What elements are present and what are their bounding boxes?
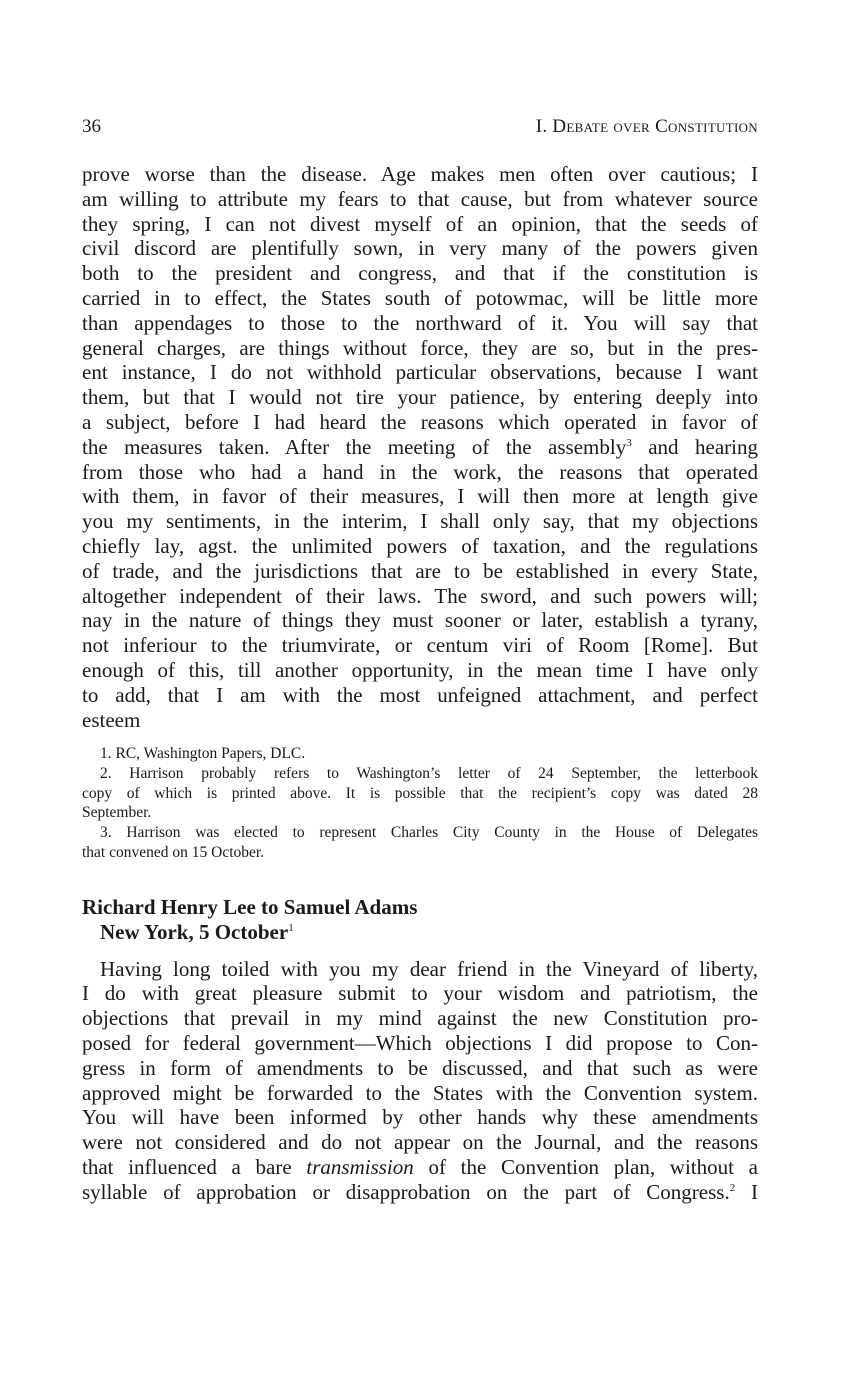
text-line: civil discord are plentifully sown, in very many of the powers given	[82, 236, 758, 261]
footnote-marker[interactable]: 2	[729, 1181, 736, 1194]
letter-body-lee	[82, 957, 758, 1205]
text-line: am willing to attribute my fears to that cause, but from whatever source	[82, 186, 758, 211]
text-line: from those who had a hand in the work, the reasons that operated	[82, 459, 758, 484]
text-line: objections that prevail in my mind against the new Constitution pro-	[82, 1006, 758, 1031]
footnote-2: 2. Harrison probably refers to Washington’s letter of 24 September, the letterbook	[100, 765, 758, 783]
footnote-2-cont: copy of which is printed above. It is possible that the recipient’s copy was dated 28	[82, 784, 758, 802]
text-line: I do with great pleasure submit to your wisdom and patriotism, the	[82, 981, 758, 1006]
text-line: both to the president and congress, and that if the constitution is	[82, 261, 758, 286]
document-title: Richard Henry Lee to Samuel Adams	[82, 894, 418, 919]
footnote-2-cont: September.	[82, 804, 152, 822]
text-line: posed for federal government—Which objections I did propose to Con-	[82, 1030, 758, 1055]
text-fragment: that influenced a bare	[82, 1154, 307, 1179]
text-fragment: the measures taken. After the meeting of the assembly	[82, 434, 627, 459]
text-line: to add, that I am with the most unfeigned attachment, and perfect	[82, 682, 758, 707]
document-place-date	[82, 920, 758, 945]
text-line: prove worse than the disease. Age makes men often over cautious; I	[82, 162, 758, 186]
text-fragment: and hearing	[631, 434, 758, 459]
text-line: carried in to effect, the States south of potowmac, will be little more	[82, 285, 758, 310]
place-date-text: New York, 5 October	[100, 919, 289, 944]
text-line: of trade, and the jurisdictions that are to be established in every State,	[82, 558, 758, 583]
document-heading	[82, 895, 758, 945]
text-line-with-footnote	[82, 435, 758, 460]
document-page	[82, 112, 758, 1205]
footnote-marker[interactable]: 3	[626, 436, 632, 449]
text-line-with-footnote	[82, 1180, 758, 1205]
text-line: You will have been informed by other hands why these amendments	[82, 1105, 758, 1130]
text-line: not inferiour to the triumvirate, or centum viri of Room [Rome]. But	[82, 633, 758, 658]
letter-body-harrison	[82, 162, 758, 732]
text-fragment: I	[735, 1179, 758, 1204]
footnotes	[82, 744, 758, 862]
text-line: ent instance, I do not withhold particular observations, because I want	[82, 360, 758, 385]
italic-word: transmission	[306, 1154, 414, 1179]
text-line: approved might be forwarded to the States with the Convention system.	[82, 1080, 758, 1105]
text-line-with-italic	[82, 1155, 758, 1180]
running-head	[82, 112, 758, 142]
text-line: they spring, I can not divest myself of an opinion, that the seeds of	[82, 211, 758, 236]
section-title: I. Debate over Constitution	[535, 116, 758, 137]
footnote-3: 3. Harrison was elected to represent Charles City County in the House of Delegates	[100, 824, 758, 842]
text-line: a subject, before I had heard the reasons which operated in favor of	[82, 409, 758, 434]
text-line: Having long toiled with you my dear friend in the Vineyard of liberty,	[100, 956, 758, 981]
text-line: chiefly lay, agst. the unlimited powers of taxation, and the regulations	[82, 533, 758, 558]
text-line: were not considered and do not appear on the Journal, and the reasons	[82, 1130, 758, 1155]
footnote-3-cont: that convened on 15 October.	[82, 843, 265, 861]
text-line: with them, in favor of their measures, I will then more at length give	[82, 484, 758, 509]
text-line: altogether independent of their laws. The sword, and such powers will;	[82, 583, 758, 608]
text-line: general charges, are things without force, they are so, but in the pres-	[82, 335, 758, 360]
text-line: them, but that I would not tire your patience, by entering deeply into	[82, 385, 758, 410]
text-line: you my sentiments, in the interim, I shall only say, that my objections	[82, 509, 758, 534]
text-line: than appendages to those to the northward of it. You will say that	[82, 310, 758, 335]
footnote-marker[interactable]: 1	[288, 921, 294, 934]
text-line: gress in form of amendments to be discussed, and that such as were	[82, 1055, 758, 1080]
text-fragment: of the Convention plan, without a	[413, 1154, 758, 1179]
text-line: enough of this, till another opportunity, in the mean time I have only	[82, 657, 758, 682]
footnote-1: 1. RC, Washington Papers, DLC.	[100, 745, 306, 763]
text-line: esteem	[82, 707, 141, 732]
page-number: 36	[82, 116, 101, 137]
text-fragment: syllable of approbation or disapprobation on the part of Congress.	[82, 1179, 730, 1204]
text-line: nay in the nature of things they must sooner or later, establish a tyrany,	[82, 608, 758, 633]
